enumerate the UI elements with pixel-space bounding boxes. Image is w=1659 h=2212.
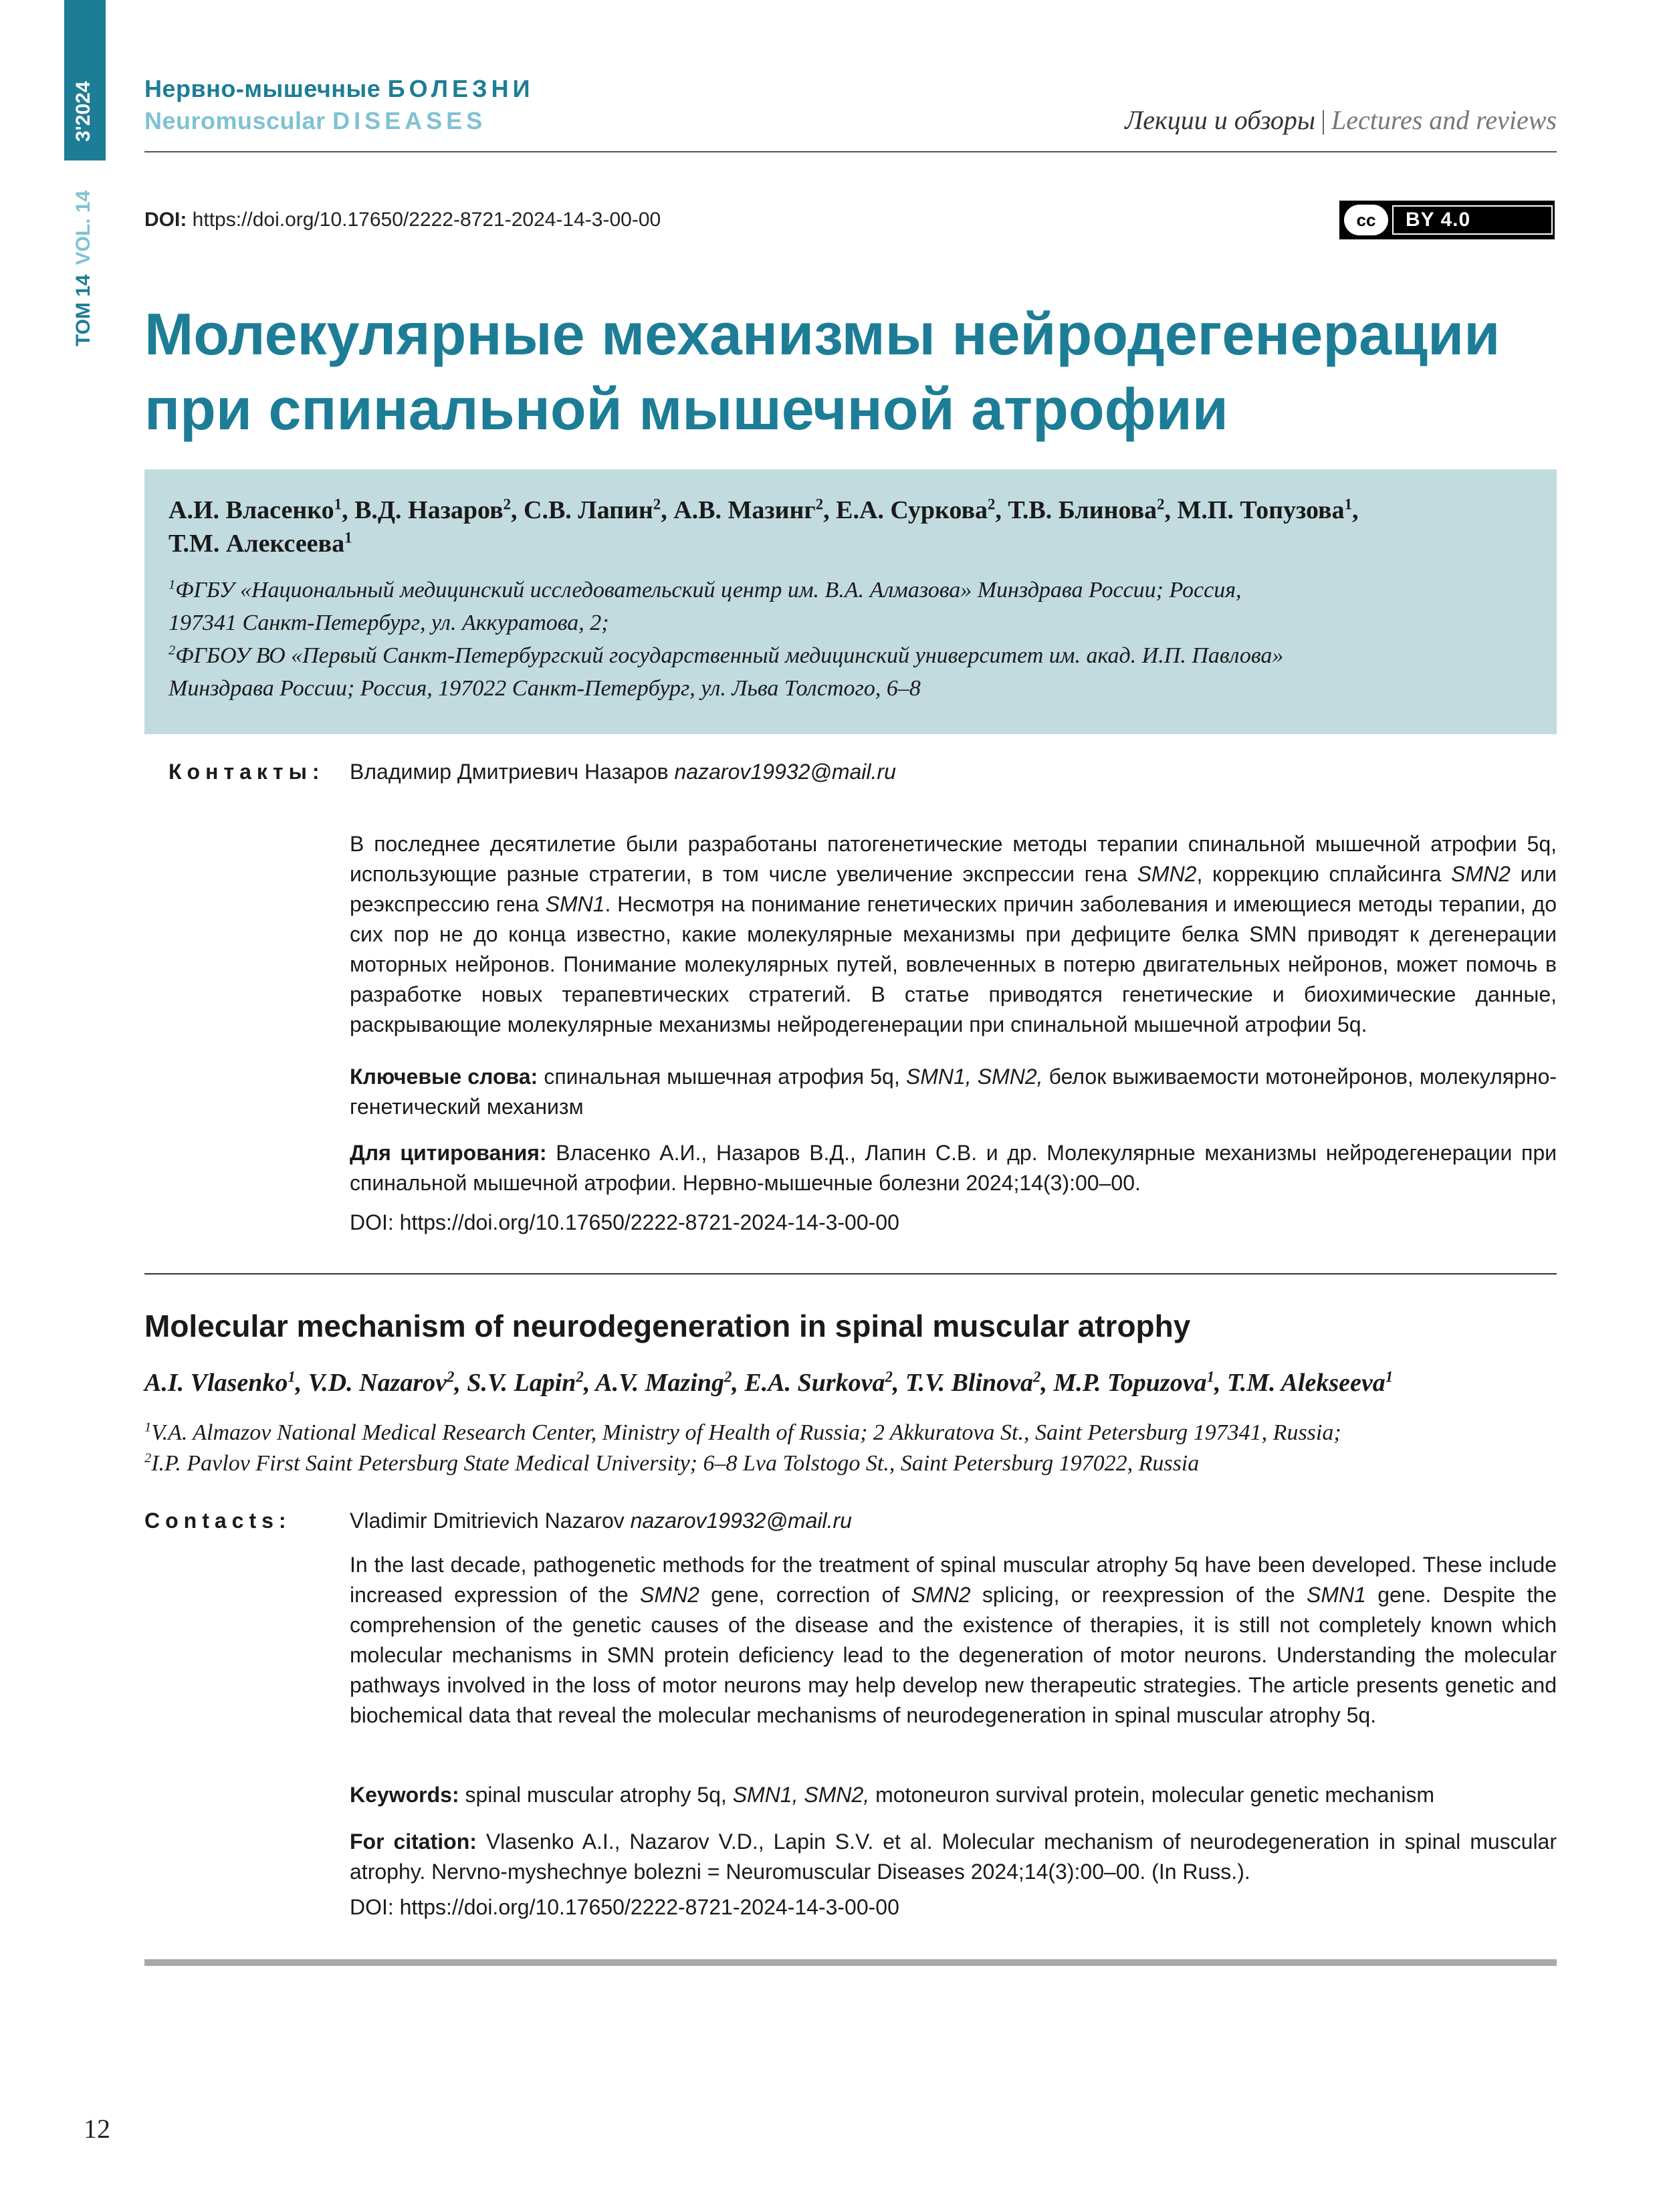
journal-en-caps: DISEASES — [332, 107, 487, 134]
authors-en: A.I. Vlasenko$^1$, V.D. Nazarov$^2$, S.V. Lapin$^2$, A.V. Mazing$^2$, E.A. Surkova$^2$, T.V. Blinova$^2$, M.P. Topuzova$^1$, T.M. Alekseeva$^1$ — [144, 1368, 1394, 1397]
contacts-label-ru: Контакты: — [169, 760, 325, 784]
affiliation-cont: 197341 Санкт-Петербург, ул. Аккуратова, 2; — [169, 611, 609, 635]
affiliation: $^2$ФГБОУ ВО «Первый Санкт-Петербургский государственный медицинский университет им. акад. И.П. Павлова» — [169, 643, 1284, 668]
author: A.V. Mazing$^2$ — [595, 1368, 732, 1397]
author: А.В. Мазинг$^2$ — [673, 495, 824, 524]
volume-label — [72, 191, 95, 346]
author: В.Д. Назаров$^2$ — [354, 495, 511, 524]
affiliations-ru — [169, 574, 1539, 705]
author: Т.М. Алексеева$^1$ — [169, 529, 352, 558]
abstract-ru: В последнее десятилетие были разработаны патогенетические методы терапии спинальной мышечной атрофии 5q, использующие разные стратегии, в том числе увеличение экспрессии гена SMN2, коррекцию сплайсинга SMN2 или реэкспрессию гена SMN1. Несмотря на понимание генетических причин заболевания и имеющиеся методы терапии, до сих пор не до конца известно, какие молекулярные механизмы при дефиците белка SMN приводят к дегенерации моторных нейронов. Понимание молекулярных путей, вовлеченных в потерю двигательных нейронов, может помочь в разработке новых терапевтических стратегий. В статье приводятся генетические и биохимические данные, раскрывающие молекулярные механизмы нейродегенерации при спинальной мышечной атрофии 5q. — [350, 832, 1557, 1036]
section-ru: Лекции и обзоры — [1125, 105, 1315, 135]
volume-ru: ТОМ 14 — [72, 274, 94, 346]
cc-icon: cc — [1344, 205, 1388, 235]
cc-license-text: BY 4.0 — [1392, 205, 1553, 235]
authors-ru: А.И. Власенко$^1$, В.Д. Назаров$^2$, С.В. Лапин$^2$, А.В. Мазинг$^2$, Е.А. Суркова$^2$, Т.В. Блинова$^2$, М.П. Топузова$^1$, Т.М. Алексеева$^1$ — [169, 495, 1359, 558]
affiliation-cont: Минздрава России; Россия, 197022 Санкт-Петербург, ул. Льва Толстого, 6–8 — [169, 676, 921, 701]
contact-email-link[interactable]: nazarov19932@mail.ru — [674, 760, 896, 784]
volume-en: VOL. 14 — [72, 190, 94, 265]
citation-ru: Для цитирования: Власенко А.И., Назаров В.Д., Лапин С.В. и др. Молекулярные механизмы нейродегенерации при спинальной мышечной атрофии. Нервно-мышечные болезни 2024;14(3):00–00. — [350, 1141, 1557, 1195]
affiliations-en — [144, 1418, 1557, 1479]
bottom-bar — [144, 1959, 1557, 1966]
affiliation: $^2$I.P. Pavlov First Saint Petersburg State Medical University; 6–8 Lva Tolstogo St., Saint Petersburg 197022, Russia — [144, 1450, 1200, 1476]
journal-ru-caps: БОЛЕЗНИ — [387, 75, 534, 102]
cc-license-badge[interactable] — [1339, 201, 1555, 239]
section-en: Lectures and reviews — [1331, 105, 1557, 135]
contacts-label-en: Contacts: — [144, 1509, 292, 1533]
journal-title-en — [144, 107, 486, 135]
doi-ru-link[interactable]: DOI: https://doi.org/10.17650/2222-8721-2024-14-3-00-00 — [350, 1210, 899, 1234]
doi-top — [144, 209, 661, 231]
section-separator: | — [1321, 105, 1327, 135]
contacts-en — [350, 1509, 852, 1533]
keywords-en: Keywords: spinal muscular atrophy 5q, SMN1, SMN2, motoneuron survival protein, molecular genetic mechanism — [350, 1783, 1435, 1807]
title-line-2: при спинальной мышечной атрофии — [144, 376, 1228, 442]
article-title-en: Molecular mechanism of neurodegeneration in spinal muscular atrophy — [144, 1309, 1191, 1343]
author: Т.В. Блинова$^2$ — [1008, 495, 1165, 524]
doi-label: DOI: — [144, 209, 187, 231]
author: С.В. Лапин$^2$ — [524, 495, 661, 524]
citation-en: For citation: Vlasenko A.I., Nazarov V.D., Lapin S.V. et al. Molecular mechanism of neurodegeneration in spinal muscular atrophy. Nervno-myshechnye bolezni = Neuromuscular Diseases 2024;14(3):00–00. (In Russ.). — [350, 1830, 1557, 1884]
journal-title-ru — [144, 75, 534, 103]
contact-name: Vladimir Dmitrievich Nazarov — [350, 1509, 631, 1533]
contact-name: Владимир Дмитриевич Назаров — [350, 760, 675, 784]
author: M.P. Topuzova$^1$ — [1053, 1368, 1214, 1397]
author: A.I. Vlasenko$^1$ — [144, 1368, 296, 1397]
author: V.D. Nazarov$^2$ — [308, 1368, 455, 1397]
keywords-ru: Ключевые слова: спинальная мышечная атрофия 5q, SMN1, SMN2, белок выживаемости мотонейронов, молекулярно-генетический механизм — [350, 1065, 1557, 1119]
abstract-en: In the last decade, pathogenetic methods for the treatment of spinal muscular atrophy 5q have been developed. These include increased expression of the SMN2 gene, correction of SMN2 splicing, or reexpression of the SMN1 gene. Despite the comprehension of the genetic causes of the disease and the existence of therapies, it is still not completely known which molecular mechanisms in SMN protein deficiency lead to the degeneration of motor neurons. Understanding the molecular pathways involved in the loss of motor neurons may help develop new therapeutic strategies. The article presents genetic and biochemical data that reveal the molecular mechanisms of neurodegeneration in spinal muscular atrophy 5q. — [350, 1553, 1557, 1727]
contacts-ru — [350, 760, 896, 784]
affiliation: $^1$V.A. Almazov National Medical Research Center, Ministry of Health of Russia; 2 Akkuratova St., Saint Petersburg 197341, Russia; — [144, 1420, 1341, 1445]
doi-en-link[interactable]: DOI: https://doi.org/10.17650/2222-8721-2024-14-3-00-00 — [350, 1895, 899, 1919]
author: S.V. Lapin$^2$ — [467, 1368, 584, 1397]
doi-link[interactable]: https://doi.org/10.17650/2222-8721-2024-14-3-00-00 — [192, 209, 661, 231]
author: Е.А. Суркова$^2$ — [836, 495, 996, 524]
affiliation: $^1$ФГБУ «Национальный медицинский исследовательский центр им. В.А. Алмазова» Минздрава России; Россия, — [169, 577, 1242, 602]
page-number: 12 — [84, 2114, 110, 2144]
author: А.И. Власенко$^1$ — [169, 495, 342, 524]
title-line-1: Молекулярные механизмы нейродегенерации — [144, 301, 1501, 367]
author: E.A. Surkova$^2$ — [744, 1368, 893, 1397]
author: T.M. Alekseeva$^1$ — [1226, 1368, 1394, 1397]
author: T.V. Blinova$^2$ — [905, 1368, 1041, 1397]
section-heading — [1125, 104, 1557, 136]
contact-email-link[interactable]: nazarov19932@mail.ru — [630, 1509, 852, 1533]
section-divider — [144, 1273, 1557, 1275]
article-title-ru — [144, 297, 1557, 447]
issue-label: 3'2024 — [72, 81, 94, 142]
author: М.П. Топузова$^1$ — [1177, 495, 1352, 524]
journal-en-main: Neuromuscular — [144, 107, 333, 134]
header-rule — [144, 151, 1557, 152]
journal-ru-main: Нервно-мышечные — [144, 75, 388, 102]
